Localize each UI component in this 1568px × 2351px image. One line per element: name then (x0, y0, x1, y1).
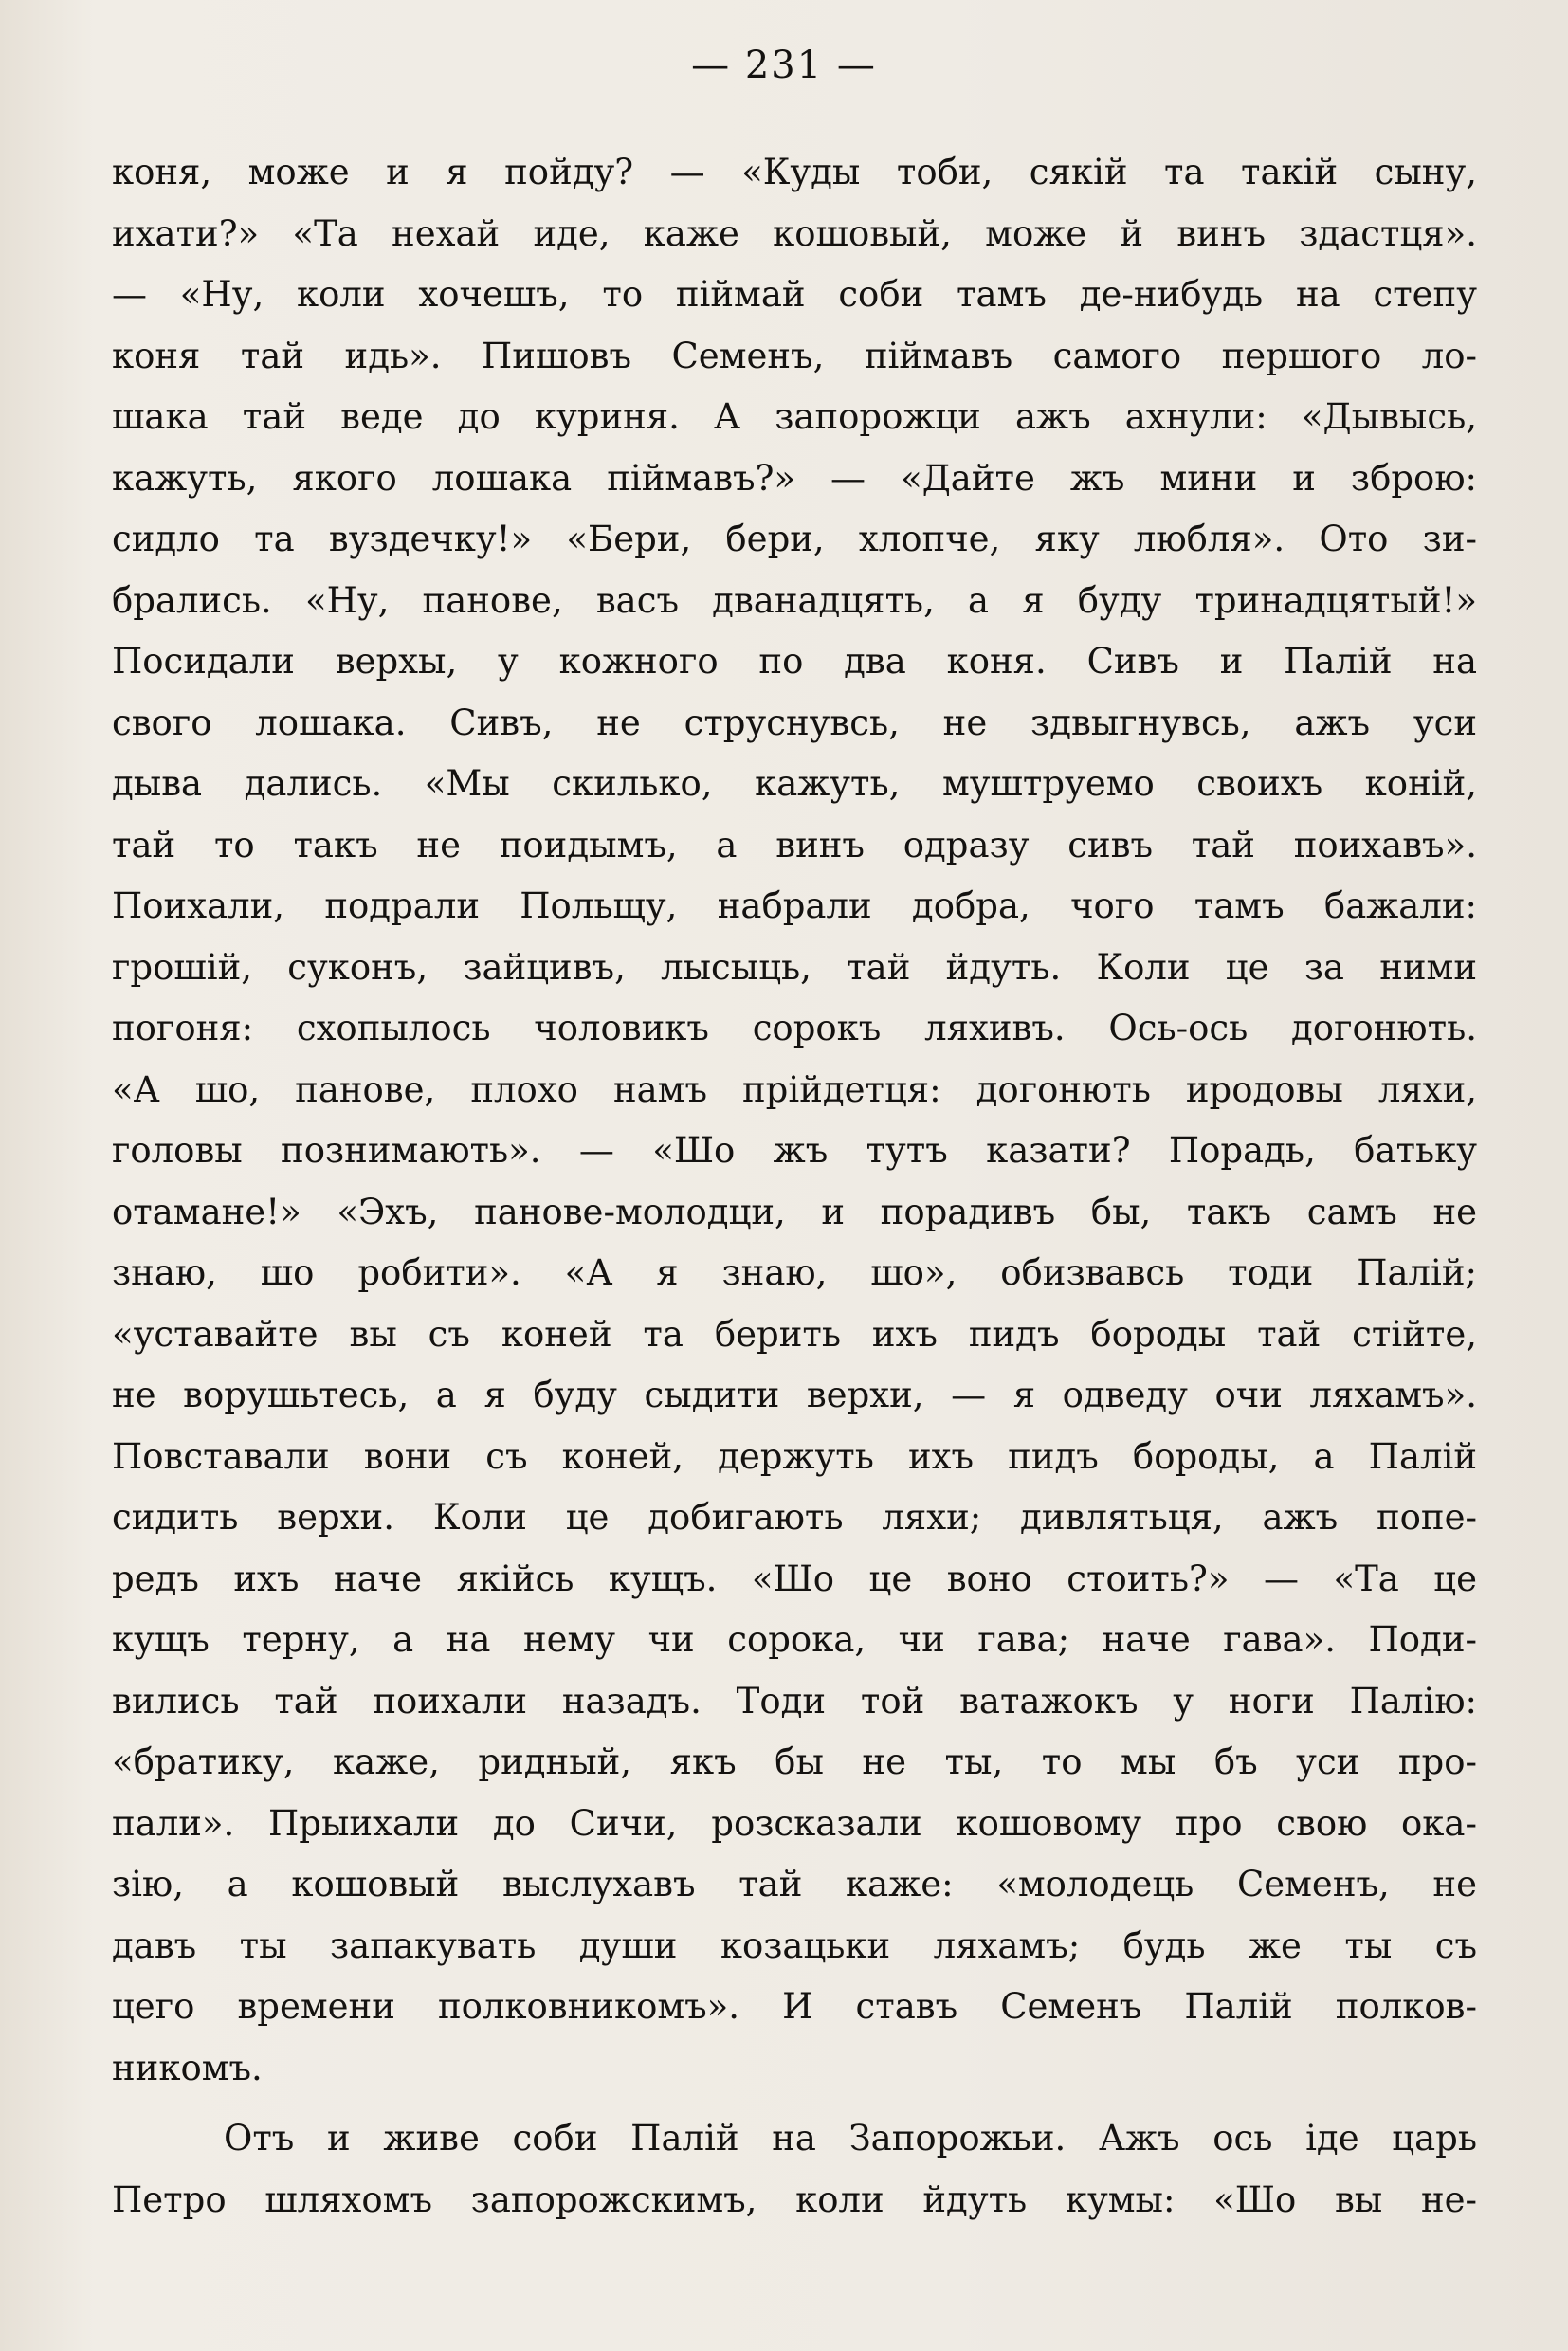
text-line: зію, а кошовый выслухавъ тай каже: «молодець Семенъ, не (112, 1864, 1477, 1904)
text-line: головы познимають». — «Шо жъ тутъ казати? Порадь, батьку (112, 1130, 1477, 1171)
paragraph (112, 2108, 1477, 2231)
text-line: свого лошака. Сивъ, не струснувсь, не здвыгнувсь, ажъ уси (112, 702, 1477, 743)
text-line: отамане!» «Эхъ, панове-молодци, и порадивъ бы, такъ самъ не (112, 1191, 1477, 1232)
text-line: коня, може и я пойду? — «Куды тоби, сякій та такій сыну, (112, 152, 1477, 192)
text-line: Поихали, подрали Польщу, набрали добра, чого тамъ бажали: (112, 885, 1477, 926)
text-line: пали». Прыихали до Сичи, розсказали кошовому про свою ока- (112, 1802, 1477, 1844)
text-line: тай то такъ не поидымъ, а винъ одразу сивъ тай поихавъ». (112, 824, 1477, 866)
text-line: редъ ихъ наче якійсь кущъ. «Шо це воно стоить?» — «Та це (112, 1558, 1477, 1599)
text-line: «А шо, панове, плохо намъ прійдетця: догонють иродовы ляхи, (112, 1068, 1477, 1110)
text-line: сидить верхи. Коли це добигають ляхи; дивлятьця, ажъ попе- (112, 1497, 1477, 1538)
text-line: никомъ. (112, 2047, 263, 2088)
text-line: вились тай поихали назадъ. Тоди той ватажокъ у ноги Палію: (112, 1680, 1477, 1722)
text-line: грошій, суконъ, зайцивъ, лысыць, тай йдуть. Коли це за ними (112, 946, 1477, 988)
text-line: «уставайте вы съ коней та берить ихъ пидъ бороды тай стійте, (112, 1313, 1477, 1355)
text-line: цего времени полковникомъ». И ставъ Семенъ Палій полков- (112, 1986, 1477, 2027)
text-line: ихати?» «Та нехай иде, каже кошовый, може й винъ здастця». (112, 212, 1477, 254)
body-text (112, 142, 1477, 2231)
text-line: сидло та вуздечку!» «Бери, бери, хлопче, яку любля». Ото зи- (112, 519, 1477, 559)
text-line: коня тай идь». Пишовъ Семенъ, пiймавъ самого першого ло- (112, 335, 1477, 376)
text-line: Посидали верхы, у кожного по два коня. Сивъ и Палій на (112, 641, 1477, 682)
text-line: давъ ты запакувать души козацьки ляхамъ; будь же ты съ (112, 1924, 1477, 1966)
paragraph (112, 142, 1477, 2099)
text-line: не ворушьтесь, а я буду сыдити верхи, — я одведу очи ляхамъ». (112, 1375, 1477, 1415)
paragraph-gap (112, 2099, 1477, 2108)
text-line: Петро шляхомъ запорожскимъ, коли йдуть кумы: «Шо вы не- (112, 2178, 1477, 2220)
text-line: шака тай веде до куриня. А запорожци ажъ ахнули: «Дывысь, (112, 396, 1477, 437)
text-line: погоня: схопылось чоловикъ сорокъ ляхивъ. Ось-ось догонють. (112, 1008, 1477, 1048)
text-line: Отъ и живе соби Палій на Запорожьи. Ажъ ось іде царь (224, 2118, 1477, 2159)
text-line: «братику, каже, ридный, якъ бы не ты, то мы бъ уси про- (112, 1741, 1477, 1782)
text-line: брались. «Ну, панове, васъ дванадцять, а я буду тринадцятый!» (112, 579, 1477, 621)
text-line: кажуть, якого лошака пiймавъ?» — «Дайте жъ мини и зброю: (112, 457, 1477, 499)
page-number: — 231 — (691, 44, 877, 87)
text-line: Повставали вони съ коней, держуть ихъ пидъ бороды, а Палій (112, 1435, 1477, 1477)
text-line: знаю, шо робити». «А я знаю, шо», обизвавсь тоди Палій; (112, 1252, 1477, 1293)
text-line: дыва дались. «Мы скилько, кажуть, муштруемо своихъ коній, (112, 763, 1477, 804)
text-line: — «Ну, коли хочешъ, то пiймай соби тамъ де-нибудь на степу (112, 274, 1477, 315)
text-line: кущъ терну, а на нему чи сорока, чи гава; наче гава». Поди- (112, 1619, 1477, 1660)
